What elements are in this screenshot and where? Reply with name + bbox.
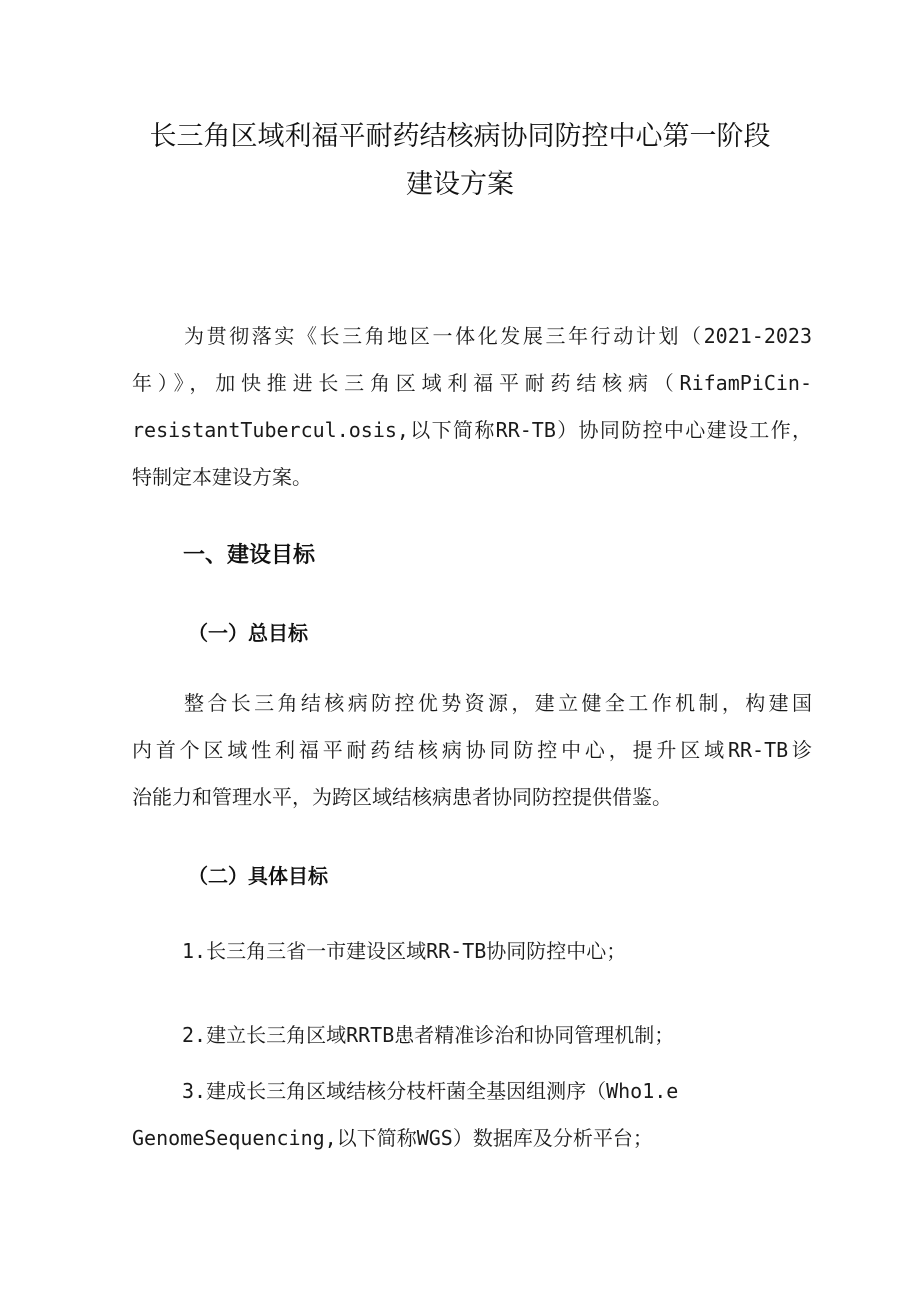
intro-line: 特制定本建设方案。 [132,465,312,489]
specific-goal-line: 2.建立长三角区域RRTB患者精准诊治和协同管理机制； [182,1023,675,1047]
specific-goal-line: 1.长三角三省一市建设区域RR-TB协同防控中心； [182,939,627,963]
specific-goal-line: 3.建成长三角区域结核分枝杆菌全基因组测序（Who1.e [182,1079,679,1103]
intro-line: 为贯彻落实《长三角地区一体化发展三年行动计划（2021-2023 [184,324,812,348]
subsection-heading-general-goal: （一）总目标 [188,621,308,645]
intro-line: 年）》，加快推进长三角区域利福平耐药结核病（RifamPiCin- [132,371,812,395]
document-title-line-1: 长三角区域利福平耐药结核病协同防控中心第一阶段 [149,121,771,152]
specific-goal-item [132,928,812,975]
general-goal-line: 整合长三角结核病防控优势资源，建立健全工作机制，构建国 [184,691,812,715]
general-goal-paragraph [132,680,812,821]
specific-goal-item [132,1012,812,1059]
general-goal-line: 内首个区域性利福平耐药结核病协同防控中心，提升区域RR-TB诊 [132,738,812,762]
document-title-line-2: 建设方案 [406,169,514,200]
subsection-heading-specific-goals: （二）具体目标 [188,864,328,888]
intro-paragraph [132,313,812,501]
specific-goal-line: GenomeSequencing,以下简称WGS）数据库及分析平台； [132,1126,653,1150]
section-heading-goals: 一、建设目标 [183,543,316,568]
general-goal-line: 治能力和管理水平，为跨区域结核病患者协同防控提供借鉴。 [132,785,672,809]
specific-goal-item [132,1068,812,1162]
intro-line: resistantTubercul.osis,以下简称RR-TB）协同防控中心建设工作， [132,418,812,442]
